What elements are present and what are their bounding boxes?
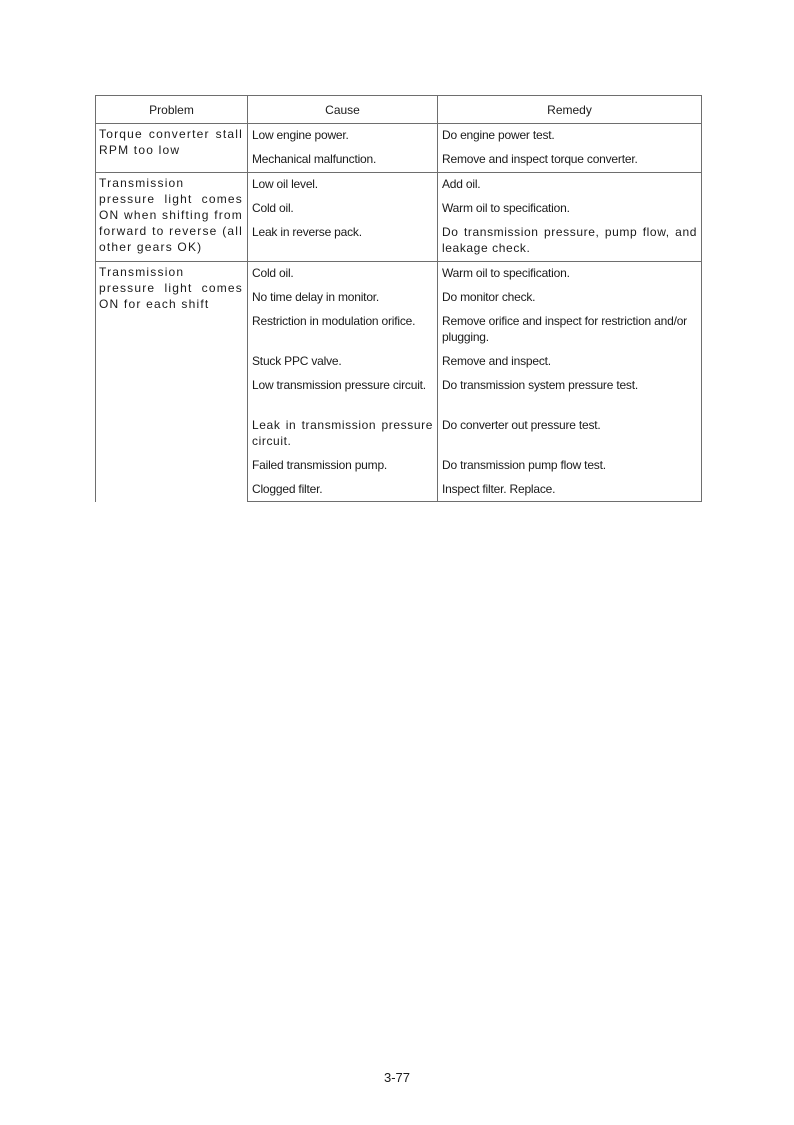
cause-text: Stuck PPC valve. xyxy=(252,353,342,368)
remedy-text: Remove and inspect. xyxy=(442,353,551,368)
remedy-cell xyxy=(438,374,702,414)
remedy-text: Remove orifice and inspect for restriction and/or plugging. xyxy=(442,313,687,344)
troubleshooting-table xyxy=(95,95,702,502)
remedy-text: Do monitor check. xyxy=(442,289,536,304)
remedy-cell xyxy=(438,414,702,454)
problem-cell xyxy=(96,262,248,502)
remedy-text: Inspect filter. Replace. xyxy=(442,481,556,496)
cause-text: Low transmission pressure circuit. xyxy=(252,377,426,392)
cause-text: Low engine power. xyxy=(252,128,349,142)
cause-text: Leak in transmission pressure circuit. xyxy=(252,417,433,448)
remedy-text: Warm oil to specification. xyxy=(442,200,570,215)
problem-text: Transmission pressure light comes ON for each shift xyxy=(99,265,243,311)
remedy-text: Do transmission pump flow test. xyxy=(442,457,606,472)
remedy-cell xyxy=(438,262,702,286)
remedy-cell xyxy=(438,221,702,262)
table-row xyxy=(96,262,702,286)
cause-cell xyxy=(248,221,438,262)
problem-cell xyxy=(96,173,248,262)
header-remedy: Remedy xyxy=(438,96,702,124)
problem-text: Torque converter stall RPM too low xyxy=(99,127,243,157)
remedy-cell xyxy=(438,173,702,197)
remedy-cell xyxy=(438,124,702,148)
remedy-cell xyxy=(438,148,702,173)
cause-text: Cold oil. xyxy=(252,266,294,280)
cause-cell xyxy=(248,148,438,173)
table-row xyxy=(96,173,702,197)
cause-cell xyxy=(248,454,438,478)
remedy-cell xyxy=(438,197,702,221)
remedy-text: Do transmission system pressure test. xyxy=(442,377,638,392)
cause-text: Restriction in modulation orifice. xyxy=(252,313,416,328)
cause-cell xyxy=(248,124,438,148)
remedy-text: Do converter out pressure test. xyxy=(442,417,601,432)
remedy-cell xyxy=(438,310,702,350)
remedy-cell xyxy=(438,478,702,502)
cause-cell xyxy=(248,286,438,310)
cause-cell xyxy=(248,197,438,221)
cause-cell xyxy=(248,262,438,286)
cause-text: Leak in reverse pack. xyxy=(252,224,362,239)
cause-text: Low oil level. xyxy=(252,177,318,191)
cause-text: Cold oil. xyxy=(252,200,294,215)
cause-cell xyxy=(248,350,438,374)
header-problem: Problem xyxy=(96,96,248,124)
remedy-text: Remove and inspect torque converter. xyxy=(442,151,638,166)
cause-cell xyxy=(248,374,438,414)
page-number: 3-77 xyxy=(383,1070,411,1085)
table-row xyxy=(96,124,702,148)
table-header-row xyxy=(96,96,702,124)
remedy-cell xyxy=(438,350,702,374)
remedy-text: Do transmission pressure, pump flow, and leakage check. xyxy=(442,224,697,255)
problem-text: Transmission pressure light comes ON when shifting from forward to reverse (all other gears OK) xyxy=(99,176,243,254)
remedy-cell xyxy=(438,286,702,310)
remedy-cell xyxy=(438,454,702,478)
cause-cell xyxy=(248,478,438,502)
problem-cell xyxy=(96,124,248,173)
cause-text: Failed transmission pump. xyxy=(252,457,388,472)
remedy-text: Add oil. xyxy=(442,177,481,191)
header-cause: Cause xyxy=(248,96,438,124)
remedy-text: Do engine power test. xyxy=(442,128,555,142)
cause-cell xyxy=(248,173,438,197)
cause-cell xyxy=(248,414,438,454)
remedy-text: Warm oil to specification. xyxy=(442,266,570,280)
cause-text: Clogged filter. xyxy=(252,481,323,496)
cause-text: No time delay in monitor. xyxy=(252,289,380,304)
cause-text: Mechanical malfunction. xyxy=(252,151,377,166)
cause-cell xyxy=(248,310,438,350)
